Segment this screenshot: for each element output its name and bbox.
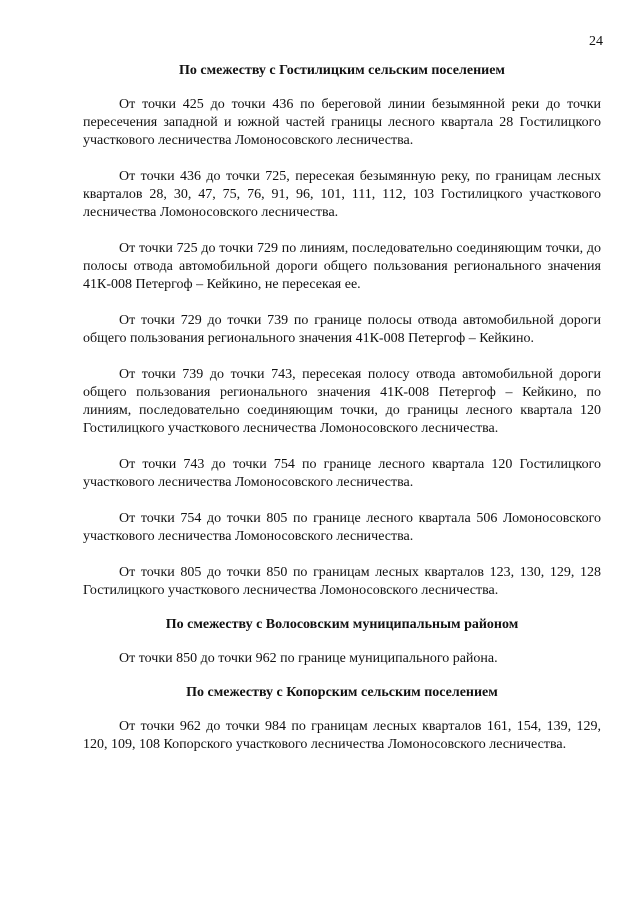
paragraph: От точки 850 до точки 962 по границе муниципального района. [119, 651, 498, 666]
section-heading: По смежеству с Гостилицким сельским поселением [179, 63, 505, 78]
paragraph: От точки 805 до точки 850 по границам лесных кварталов 123, 130, 129, 128 Гостилицкого участкового лесничества Ломоносовского лесничества. [83, 565, 601, 598]
paragraph: От точки 754 до точки 805 по границе лесного квартала 506 Ломоносовского участкового лесничества Ломоносовского лесничества. [83, 511, 601, 544]
document-body [83, 62, 601, 772]
paragraph: От точки 436 до точки 725, пересекая безымянную реку, по границам лесных кварталов 28, 30, 47, 75, 76, 91, 96, 101, 111, 112, 103 Гостилицкого участкового лесничества Ломоносовского лесничества. [83, 169, 601, 220]
paragraph: От точки 739 до точки 743, пересекая полосу отвода автомобильной дороги общего пользования регионального значения 41К-008 Петергоф – Кейкино, по линиям, последовательно соединяющим точки, до границы лесного квартала 120 Гостилицкого участкового лесничества Ломоносовского лесничества. [83, 367, 601, 436]
section-heading: По смежеству с Волосовским муниципальным районом [165, 617, 519, 632]
section-heading: По смежеству с Копорским сельским поселением [186, 685, 498, 700]
paragraph: От точки 729 до точки 739 по границе полосы отвода автомобильной дороги общего пользования регионального значения 41К-008 Петергоф – Кейкино. [83, 313, 601, 346]
paragraph: От точки 725 до точки 729 по линиям, последовательно соединяющим точки, до полосы отвода автомобильной дороги общего пользования регионального значения 41К-008 Петергоф – Кейкино, не пересекая ее. [83, 241, 601, 292]
paragraph: От точки 962 до точки 984 по границам лесных кварталов 161, 154, 139, 129, 120, 109, 108 Копорского участкового лесничества Ломоносовского лесничества. [83, 719, 601, 752]
page-number: 24 [589, 34, 603, 49]
paragraph: От точки 425 до точки 436 по береговой линии безымянной реки до точки пересечения западной и южной частей границы лесного квартала 28 Гостилицкого участкового лесничества Ломоносовского лесничества. [83, 97, 601, 148]
paragraph: От точки 743 до точки 754 по границе лесного квартала 120 Гостилицкого участкового лесничества Ломоносовского лесничества. [83, 457, 601, 490]
